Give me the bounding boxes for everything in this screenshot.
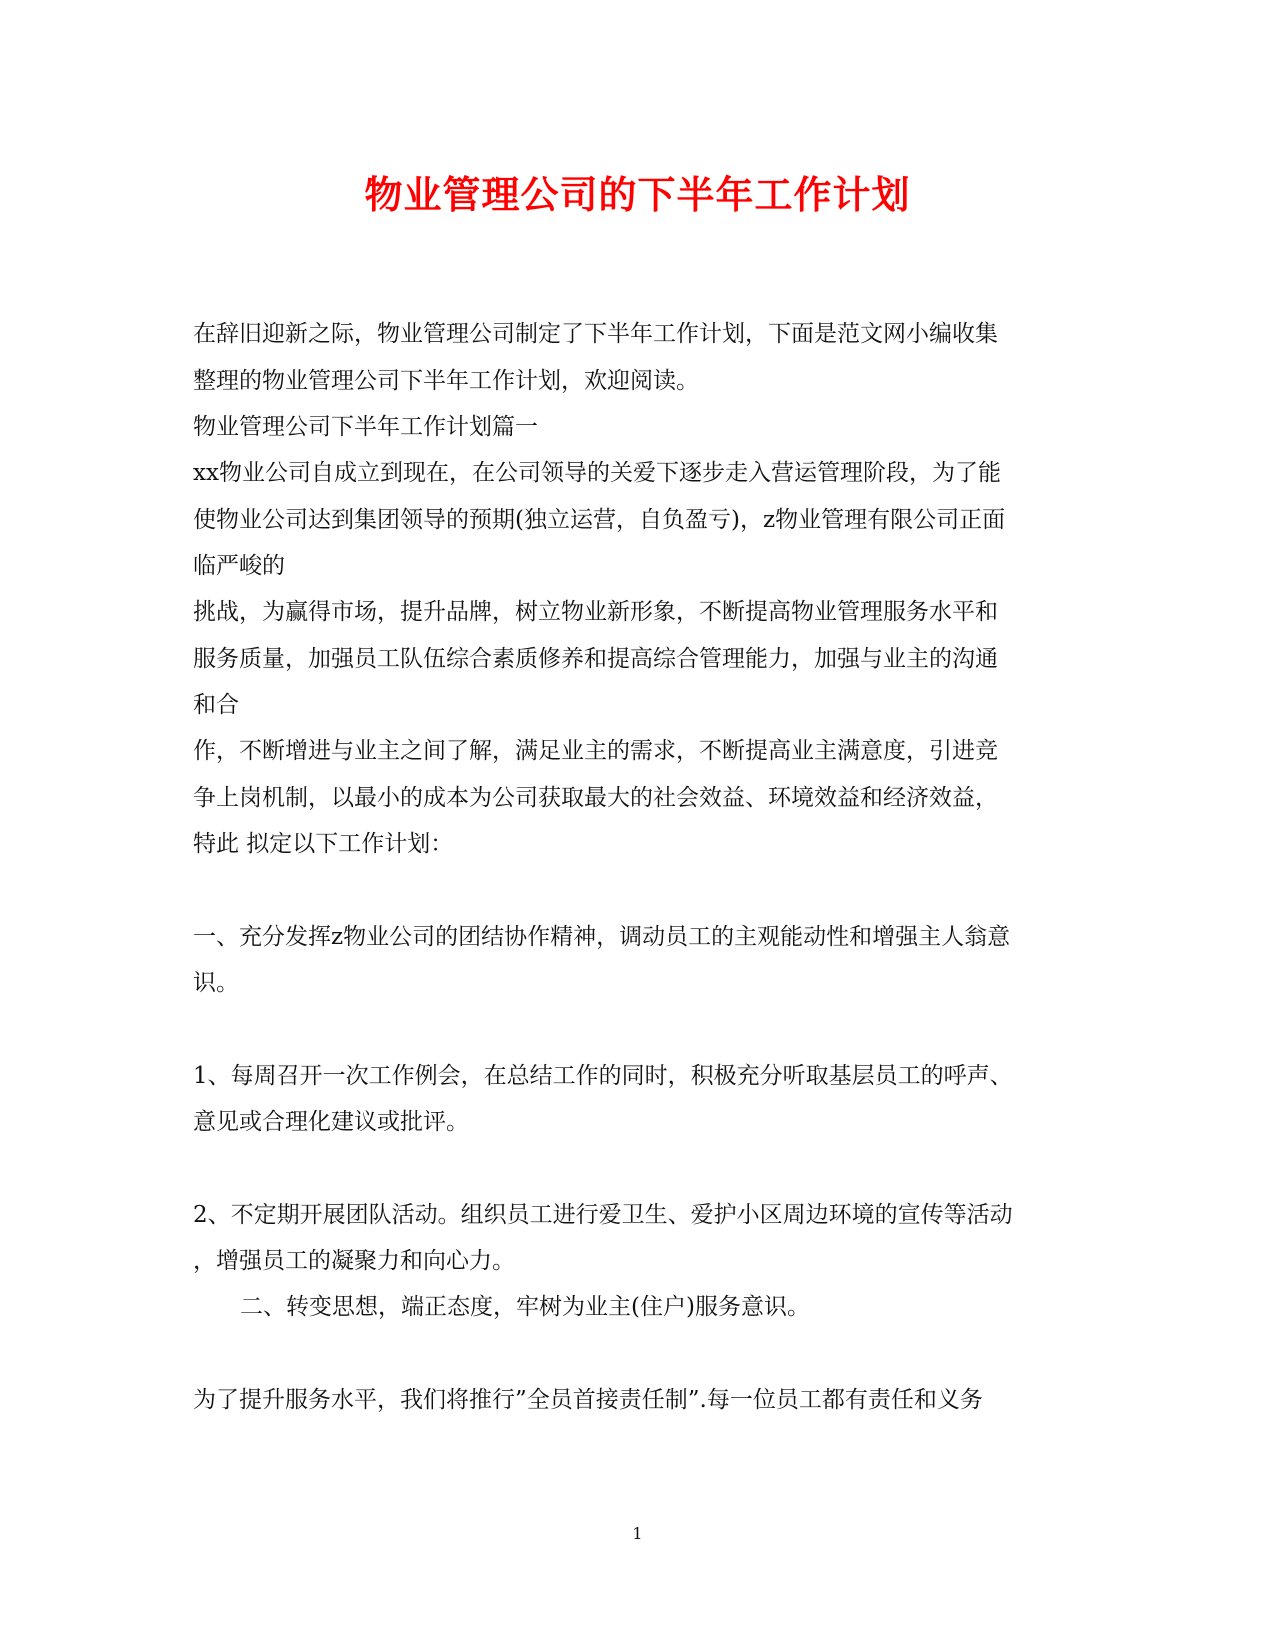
document-title: 物业管理公司的下半年工作计划	[364, 172, 911, 217]
list-heading-1: 一、充分发挥z物业公司的团结协作精神，调动员工的主观能动性和增强主人翁意	[193, 924, 1011, 950]
body-line: xx物业公司自成立到现在，在公司领导的关爱下逐步走入营运管理阶段，为了能	[193, 460, 1001, 486]
body-line: 临严峻的	[193, 553, 285, 579]
list-item-2-cont: ，增强员工的凝聚力和向心力。	[193, 1248, 515, 1274]
body-line: 争上岗机制，以最小的成本为公司获取最大的社会效益、环境效益和经济效益，	[193, 785, 998, 811]
body-line: 和合	[193, 692, 239, 718]
body-line: 挑战，为赢得市场，提升品牌，树立物业新形象，不断提高物业管理服务水平和	[193, 599, 998, 625]
body-line: 服务质量，加强员工队伍综合素质修养和提高综合管理能力，加强与业主的沟通	[193, 646, 998, 672]
list-heading-1-cont: 识。	[193, 970, 239, 996]
list-item-2: 2、不定期开展团队活动。组织员工进行爱卫生、爱护小区周边环境的宣传等活动	[193, 1202, 1013, 1228]
list-heading-2: 二、转变思想，端正态度，牢树为业主(住户)服务意识。	[240, 1294, 810, 1320]
list-item-1: 1、每周召开一次工作例会，在总结工作的同时，积极充分听取基层员工的呼声、	[193, 1063, 1013, 1089]
body-line-intro-2: 整理的物业管理公司下半年工作计划，欢迎阅读。	[193, 368, 699, 394]
page-number: 1	[632, 1524, 643, 1543]
body-line: 特此 拟定以下工作计划：	[193, 831, 454, 857]
list-item-1-cont: 意见或合理化建议或批评。	[193, 1109, 469, 1135]
body-line-intro-1: 在辞旧迎新之际，物业管理公司制定了下半年工作计划，下面是范文网小编收集	[193, 321, 998, 347]
body-line: 为了提升服务水平，我们将推行”全员首接责任制”.每一位员工都有责任和义务	[193, 1387, 983, 1413]
body-line: 作，不断增进与业主之间了解，满足业主的需求，不断提高业主满意度，引进竞	[193, 738, 998, 764]
body-line: 使物业公司达到集团领导的预期(独立运营，自负盈亏)，z物业管理有限公司正面	[193, 507, 1006, 533]
section-heading-part-one: 物业管理公司下半年工作计划篇一	[193, 414, 538, 440]
